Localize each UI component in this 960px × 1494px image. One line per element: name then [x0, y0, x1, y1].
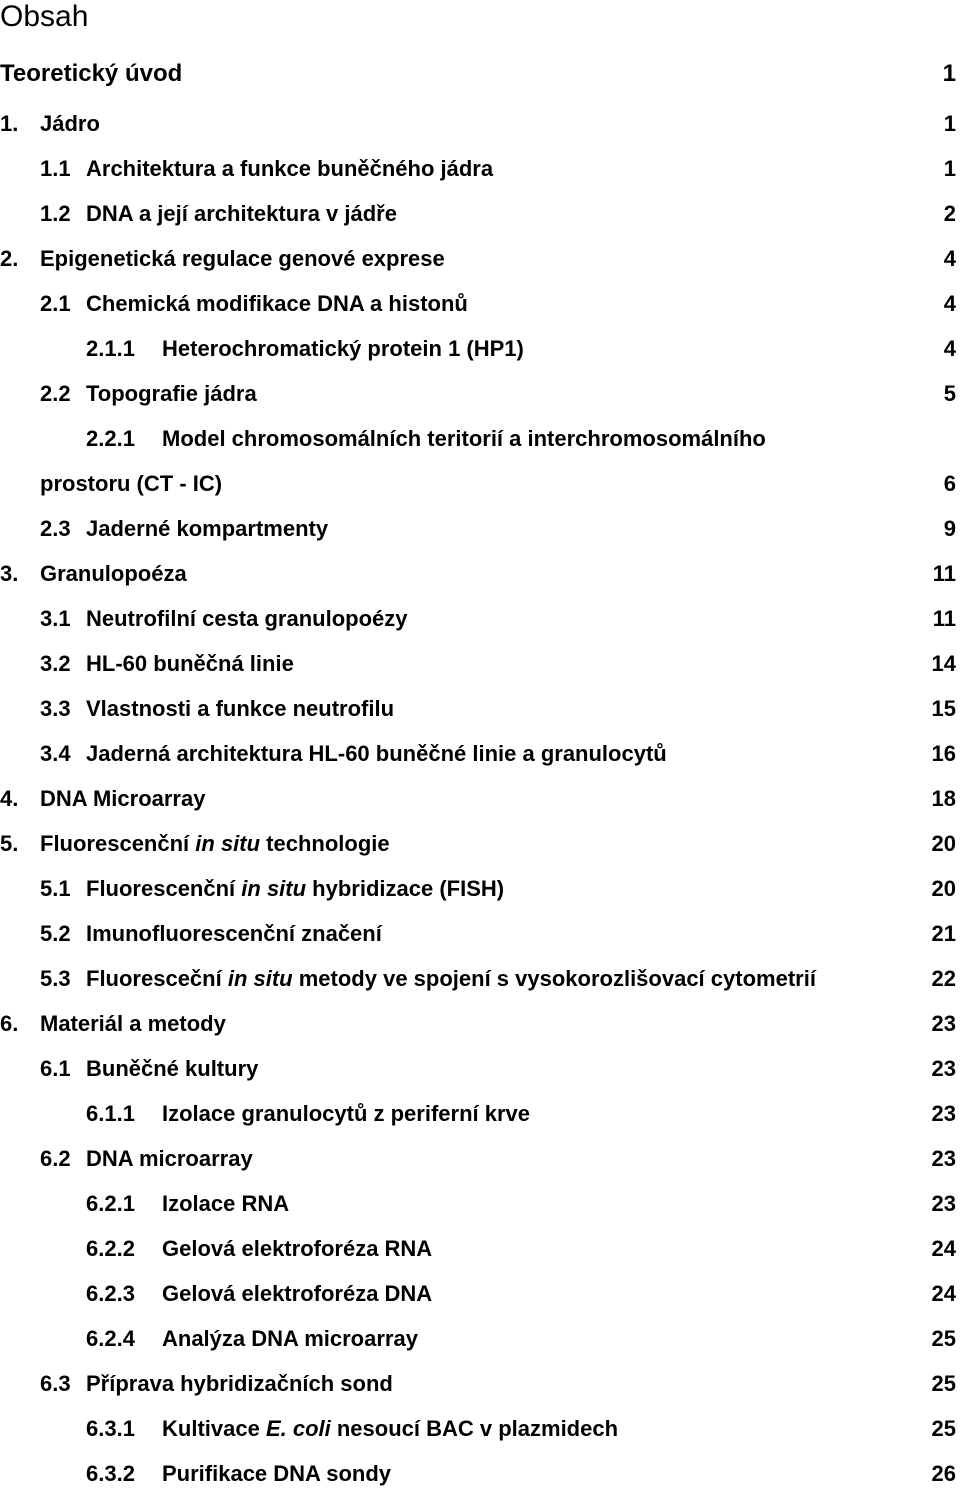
toc-entry-number: 1.1 [40, 156, 71, 181]
toc-entry-label: Model chromosomálních teritorií a interchromosomálního [162, 426, 766, 451]
toc-entry-number: 1.2 [40, 201, 71, 226]
toc-entry[interactable] [0, 104, 958, 144]
toc-entry[interactable] [0, 1229, 958, 1269]
toc-entry[interactable] [0, 554, 958, 594]
toc-entry-page: 4 [943, 246, 956, 271]
toc-entry[interactable] [0, 1139, 958, 1179]
toc-entry[interactable] [0, 959, 958, 999]
toc-entry-label: Gelová elektroforéza DNA [162, 1281, 433, 1306]
toc-entry[interactable] [0, 1409, 958, 1449]
toc-entry[interactable] [0, 509, 958, 549]
toc-entry-label: HL-60 buněčná linie [86, 651, 294, 676]
toc-entry[interactable] [0, 734, 958, 774]
toc-entry[interactable] [0, 1454, 958, 1494]
toc-entry-label: DNA a její architektura v jádře [86, 201, 397, 226]
toc-entry-label: prostoru (CT - IC) [40, 471, 223, 496]
toc-entry-page: 21 [931, 921, 956, 946]
toc-entry-number: 6.1.1 [86, 1101, 135, 1126]
toc-entry-number: 3. [0, 561, 19, 586]
toc-entry[interactable] [0, 1184, 958, 1224]
toc-entry-page: 23 [931, 1011, 956, 1036]
toc-entry[interactable] [0, 374, 958, 414]
toc-entry[interactable] [0, 284, 958, 324]
toc-entry-page: 24 [931, 1281, 956, 1306]
toc-entry-number: 2.2 [40, 381, 71, 406]
toc-entry-number: 6.2.3 [86, 1281, 135, 1306]
toc-entry[interactable] [0, 419, 958, 459]
toc-entry-page: 1 [942, 60, 956, 87]
toc-entry[interactable] [0, 689, 958, 729]
toc-entry-number: 3.4 [40, 741, 71, 766]
toc-entry-page: 23 [931, 1056, 956, 1081]
toc-entry-label: Izolace granulocytů z periferní krve [162, 1101, 531, 1126]
toc-entry-label: Epigenetická regulace genové exprese [40, 246, 445, 271]
toc-entry-label: Fluorescenční in situ hybridizace (FISH) [86, 876, 505, 901]
toc-entry-page: 11 [932, 561, 956, 586]
toc-entry-page: 20 [931, 831, 956, 856]
toc-entry-page: 20 [931, 876, 956, 901]
toc-entry-number: 6.3 [40, 1371, 71, 1396]
toc-entry-label: Kultivace E. coli nesoucí BAC v plazmidech [162, 1416, 619, 1441]
toc-entry-page: 5 [943, 381, 956, 406]
toc-entry-page: 1 [943, 156, 956, 181]
toc-entry-number: 2.2.1 [86, 426, 135, 451]
toc-entry-number: 5. [0, 831, 19, 856]
toc-entry-page: 23 [931, 1101, 956, 1126]
toc-entry-number: 2. [0, 246, 19, 271]
toc-entry-label: Gelová elektroforéza RNA [162, 1236, 433, 1261]
toc-entry[interactable] [0, 779, 958, 819]
toc-entry-number: 6.2.1 [86, 1191, 135, 1216]
toc-entry-label: Teoretický úvod [0, 60, 183, 87]
toc-entry-page: 2 [943, 201, 956, 226]
toc-entry[interactable] [0, 239, 958, 279]
toc-entry-page: 22 [931, 966, 956, 991]
toc-entry-label: Purifikace DNA sondy [162, 1461, 392, 1486]
toc-entry-label: Materiál a metody [40, 1011, 226, 1036]
toc-entry-label: Topografie jádra [86, 381, 257, 406]
toc-entry-page: 25 [931, 1326, 956, 1351]
toc-entry-page: 25 [931, 1416, 956, 1441]
toc-entry-page: 4 [943, 291, 956, 316]
toc-entry-label: Fluorescenční in situ technologie [40, 831, 390, 856]
toc-entry[interactable] [0, 149, 958, 189]
toc-entry-number: 2.3 [40, 516, 71, 541]
toc-entry-label: Neutrofilní cesta granulopoézy [86, 606, 408, 631]
toc-entry-number: 6.2.4 [86, 1326, 135, 1351]
toc-entry-label: Fluoresceční in situ metody ve spojení s vysokorozlišovací cytometrií [86, 966, 816, 991]
toc-entry-number: 6.2 [40, 1146, 71, 1171]
toc-entry-label: Chemická modifikace DNA a histonů [86, 291, 468, 316]
toc-entry[interactable] [0, 599, 958, 639]
toc-entry[interactable] [0, 194, 958, 234]
toc-entry-page: 26 [931, 1461, 956, 1486]
toc-entry-number: 2.1 [40, 291, 71, 316]
toc-entry[interactable] [0, 1364, 958, 1404]
toc-entry[interactable] [0, 329, 958, 369]
toc-entry-page: 18 [931, 786, 956, 811]
toc-entry-number: 3.3 [40, 696, 71, 721]
toc-entry-number: 6. [0, 1011, 19, 1036]
toc-entry-number: 1. [0, 111, 19, 136]
toc-entry-page: 24 [931, 1236, 956, 1261]
toc-entry-number: 5.3 [40, 966, 71, 991]
toc-entry-label: Imunofluorescenční značení [86, 921, 382, 946]
toc-entry[interactable] [0, 54, 958, 94]
toc-entry-page: 6 [943, 471, 956, 496]
toc-entry-label: Analýza DNA microarray [162, 1326, 418, 1351]
toc-entry-number: 5.2 [40, 921, 71, 946]
toc-entry[interactable] [0, 824, 958, 864]
toc-entry-label: Jádro [40, 111, 100, 136]
toc-entry-number: 6.2.2 [86, 1236, 135, 1261]
toc-entry-page: 23 [931, 1191, 956, 1216]
toc-entry-label: Jaderné kompartmenty [86, 516, 329, 541]
toc-entry-number: 3.2 [40, 651, 71, 676]
toc-entry-page: 4 [943, 336, 956, 361]
toc-entry[interactable] [0, 869, 958, 909]
toc-entry[interactable] [0, 1319, 958, 1359]
toc-entry-number: 6.3.2 [86, 1461, 135, 1486]
toc-entry[interactable] [0, 1004, 958, 1044]
toc-entry-label: DNA microarray [86, 1146, 253, 1171]
toc-entry-label: Příprava hybridizačních sond [86, 1371, 393, 1396]
toc-entry-page: 15 [931, 696, 956, 721]
toc-entry-page: 16 [931, 741, 956, 766]
toc-entry-page: 11 [932, 606, 956, 631]
toc-entry-page: 14 [931, 651, 956, 676]
toc-entry-number: 6.1 [40, 1056, 71, 1081]
toc-entry-label: Architektura a funkce buněčného jádra [86, 156, 494, 181]
toc-entry-label: DNA Microarray [40, 786, 206, 811]
toc-entry-label: Granulopoéza [40, 561, 187, 586]
toc-entry-number: 6.3.1 [86, 1416, 135, 1441]
toc-entry-label: Heterochromatický protein 1 (HP1) [162, 336, 524, 361]
toc-entry-number: 2.1.1 [86, 336, 135, 361]
toc-entry[interactable] [0, 1274, 958, 1314]
toc-entry-label: Jaderná architektura HL-60 buněčné linie a granulocytů [86, 741, 667, 766]
toc-entry-continuation[interactable] [0, 464, 958, 504]
toc-entry-page: 25 [931, 1371, 956, 1396]
toc-entry-label: Izolace RNA [162, 1191, 290, 1216]
toc-entry-page: 9 [943, 516, 956, 541]
toc-entry-label: Vlastnosti a funkce neutrofilu [86, 696, 395, 721]
toc-entry[interactable] [0, 1094, 958, 1134]
toc-entry-page: 1 [943, 111, 956, 136]
toc-entry-page: 23 [931, 1146, 956, 1171]
toc-entry-number: 5.1 [40, 876, 71, 901]
toc-entry-label: Buněčné kultury [86, 1056, 259, 1081]
toc-entry-number: 4. [0, 786, 19, 811]
toc-entry[interactable] [0, 644, 958, 684]
toc-entry-number: 3.1 [40, 606, 71, 631]
toc-entry[interactable] [0, 914, 958, 954]
page-title: Obsah [0, 0, 89, 33]
toc-entry[interactable] [0, 1049, 958, 1089]
